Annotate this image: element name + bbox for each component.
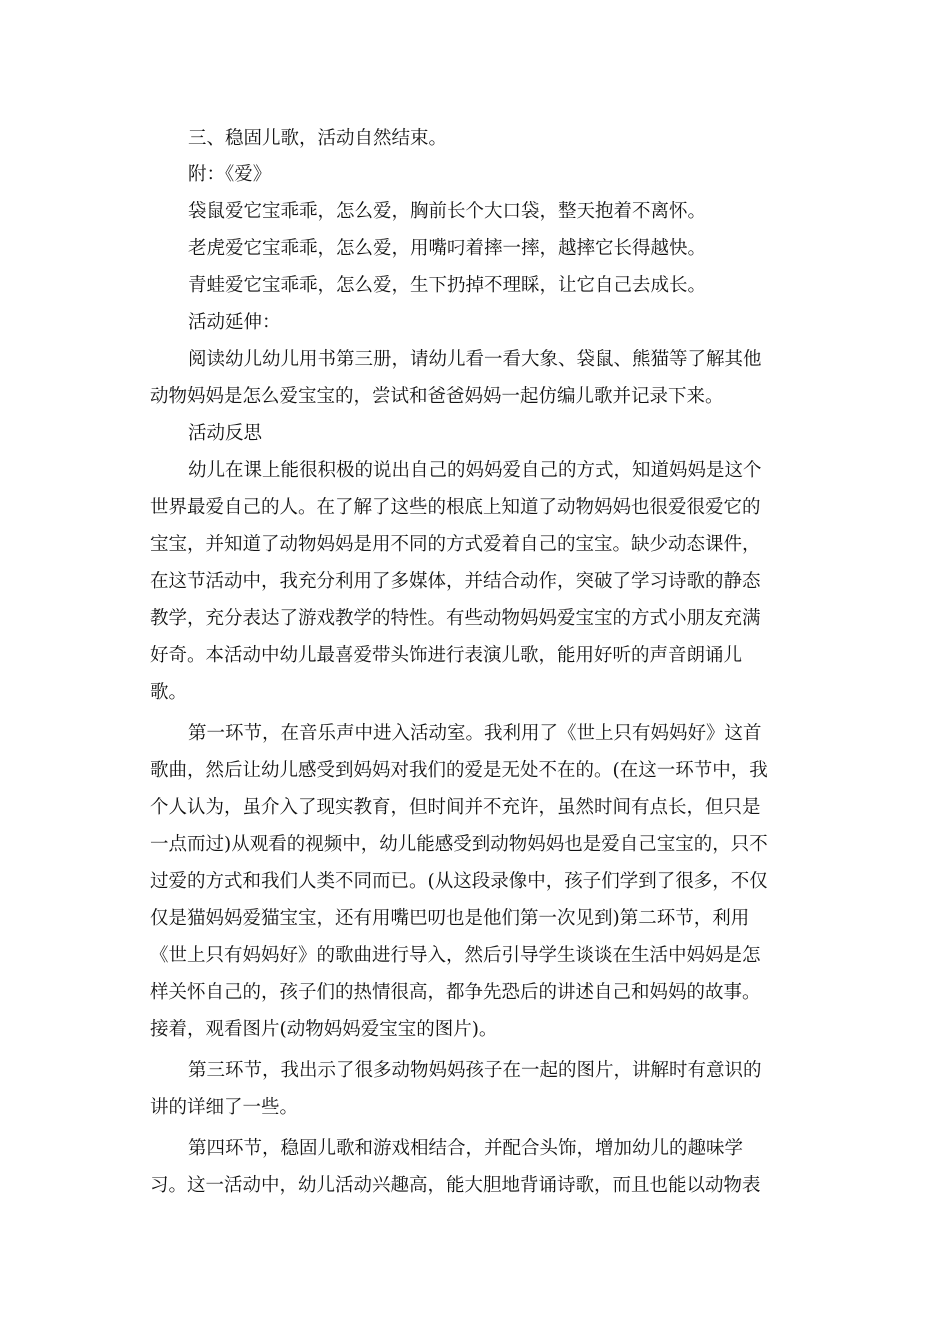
text-line: 接着，观看图片(动物妈妈爱宝宝的图片)。 bbox=[150, 1019, 498, 1040]
text-line: 宝宝，并知道了动物妈妈是用不同的方式爱着自己的宝宝。缺少动态课件， bbox=[150, 534, 761, 555]
text-line: 第三环节，我出示了很多动物妈妈孩子在一起的图片，讲解时有意识的 bbox=[188, 1060, 762, 1081]
text-line: 袋鼠爱它宝乖乖，怎么爱，胸前长个大口袋，整天抱着不离怀。 bbox=[188, 201, 707, 222]
text-line: 附：《爱》 bbox=[188, 164, 272, 185]
text-line: 歌。 bbox=[150, 682, 188, 703]
text-line: 好奇。本活动中幼儿最喜爱带头饰进行表演儿歌，能用好听的声音朗诵儿 bbox=[150, 645, 743, 666]
text-line: 教学，充分表达了游戏教学的特性。有些动物妈妈爱宝宝的方式小朋友充满 bbox=[150, 608, 761, 629]
text-line: 动物妈妈是怎么爱宝宝的，尝试和爸爸妈妈一起仿编儿歌并记录下来。 bbox=[150, 386, 724, 407]
text-line: 仅是猫妈妈爱猫宝宝，还有用嘴巴叨也是他们第一次见到)第二环节，利用 bbox=[150, 908, 750, 929]
text-line: 讲的详细了一些。 bbox=[150, 1097, 299, 1118]
text-line: 老虎爱它宝乖乖，怎么爱，用嘴叼着摔一摔，越摔它长得越快。 bbox=[188, 238, 707, 259]
text-line: 第一环节，在音乐声中进入活动室。我利用了《世上只有妈妈好》这首 bbox=[188, 723, 762, 744]
text-line: 样关怀自己的，孩子们的热情很高，都争先恐后的讲述自己和妈妈的故事。 bbox=[150, 982, 761, 1003]
text-line: 一点而过)从观看的视频中，幼儿能感受到动物妈妈也是爱自己宝宝的，只不 bbox=[150, 834, 768, 855]
text-line: 青蛙爱它宝乖乖，怎么爱，生下扔掉不理睬，让它自己去成长。 bbox=[188, 275, 707, 296]
text-line: 第四环节，稳固儿歌和游戏相结合，并配合头饰，增加幼儿的趣味学 bbox=[188, 1138, 744, 1159]
text-line: 《世上只有妈妈好》的歌曲进行导入，然后引导学生谈谈在生活中妈妈是怎 bbox=[150, 945, 761, 966]
text-line: 过爱的方式和我们人类不同而已。(从这段录像中，孩子们学到了很多，不仅 bbox=[150, 871, 768, 892]
text-line: 活动延伸： bbox=[188, 312, 281, 333]
text-line: 歌曲，然后让幼儿感受到妈妈对我们的爱是无处不在的。(在这一环节中，我 bbox=[150, 760, 768, 781]
text-line: 幼儿在课上能很积极的说出自己的妈妈爱自己的方式，知道妈妈是这个 bbox=[188, 460, 762, 481]
text-line: 个人认为，虽介入了现实教育，但时间并不充许，虽然时间有点长，但只是 bbox=[150, 797, 761, 818]
text-line: 世界最爱自己的人。在了解了这些的根底上知道了动物妈妈也很爱很爱它的 bbox=[150, 497, 761, 518]
text-line: 阅读幼儿幼儿用书第三册，请幼儿看一看大象、袋鼠、熊猫等了解其他 bbox=[188, 349, 762, 370]
text-line: 三、稳固儿歌，活动自然结束。 bbox=[188, 128, 448, 149]
text-line: 在这节活动中，我充分利用了多媒体，并结合动作，突破了学习诗歌的静态 bbox=[150, 571, 761, 592]
text-line: 习。这一活动中，幼儿活动兴趣高，能大胆地背诵诗歌，而且也能以动物表 bbox=[150, 1175, 761, 1196]
text-line: 活动反思 bbox=[188, 423, 263, 444]
